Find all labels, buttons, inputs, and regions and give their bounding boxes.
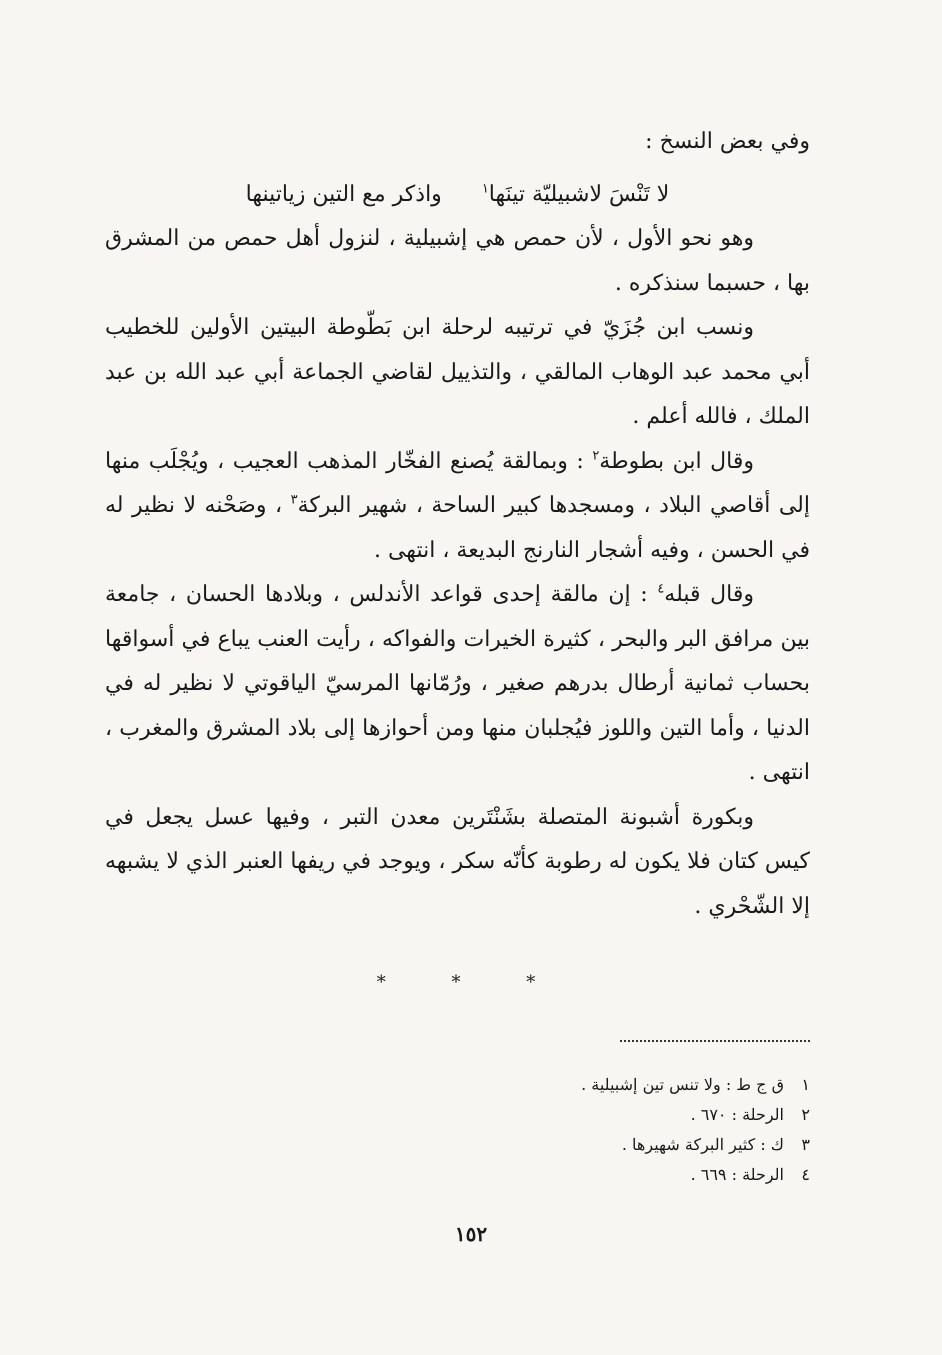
footnote-mark-4: ٤ (657, 581, 665, 597)
paragraph-5: وبكورة أشبونة المتصلة بشَنْتَرين معدن التبر ، وفيها عسل يجعل في كيس كتان فلا يكون له رطوبة كأنّه سكر ، ويوجد في ريفها العنبر الذي لا يشبهه إلا الشّحْري . (105, 804, 810, 919)
paragraph-1: وهو نحو الأول ، لأن حمص هي إشبيلية ، لنزول أهل حمص من المشرق بها ، حسبما سنذكره . (105, 226, 810, 296)
footnote-3: ٣ ك : كثير البركة شهيرها . (621, 1135, 810, 1154)
verse-right-hemistich: لا تَنْسَ لاشبيليّة تينَها$^١$ (481, 181, 670, 207)
paragraph-2: ونسب ابن جُزَيّ في ترتيبه لرحلة ابن بَطّوطة البيتين الأولين للخطيب أبي محمد عبد الوهاب المالقي ، والتذييل لقاضي الجماعة أبي عبد الله بن عبد الملك ، فالله أعلم . (105, 315, 810, 429)
verse (105, 173, 810, 218)
section-separator: * * * (376, 972, 566, 993)
paragraph-4: وقال قبله$^٤$ : إن مالقة إحدى قواعد الأندلس ، وبلادها الحسان ، جامعة بين مرافق البر والبحر ، كثيرة الخيرات والفواكه ، رأيت العنب يباع في أسواقها بحساب ثمانية أرطال بدرهم صغير ، ورُمّانها المرسيّ الياقوتي لا نظير له في الدنيا ، وأما التين واللوز فيُجلبان منها ومن أحوازها إلى بلاد المشرق والمغرب ، انتهى . (105, 581, 810, 785)
footnote-4: ٤ الرحلة : ٦٦٩ . (690, 1165, 810, 1184)
footnotes (420, 1070, 810, 1190)
footnote-mark-1: ١ (481, 181, 489, 197)
verse-left-hemistich: واذكر مع التين زياتينها (245, 181, 442, 207)
footnote-1: ١ ق ج ط : ولا تنس تين إشبيلية . (581, 1075, 810, 1094)
footnote-2: ٢ الرحلة : ٦٧٠ . (690, 1105, 810, 1124)
intro-line: وفي بعض النسخ : (645, 129, 810, 154)
page-number: ١٥٢ (454, 1222, 488, 1246)
paragraph-3: وقال ابن بطوطة$^٢$ : وبمالقة يُصنع الفخّار المذهب العجيب ، ويُجْلَب منها إلى أقاصي البلاد ، ومسجدها كبير الساحة ، شهير البركة$^٣$ ، وصَحْنه لا نظير له في الحسن ، وفيه أشجار النارنج البديعة ، انتهى . (105, 448, 810, 563)
footnote-rule (620, 1040, 810, 1042)
main-text (105, 120, 810, 929)
footnote-mark-2: ٢ (592, 448, 600, 464)
footnote-mark-3: ٣ (290, 492, 298, 508)
